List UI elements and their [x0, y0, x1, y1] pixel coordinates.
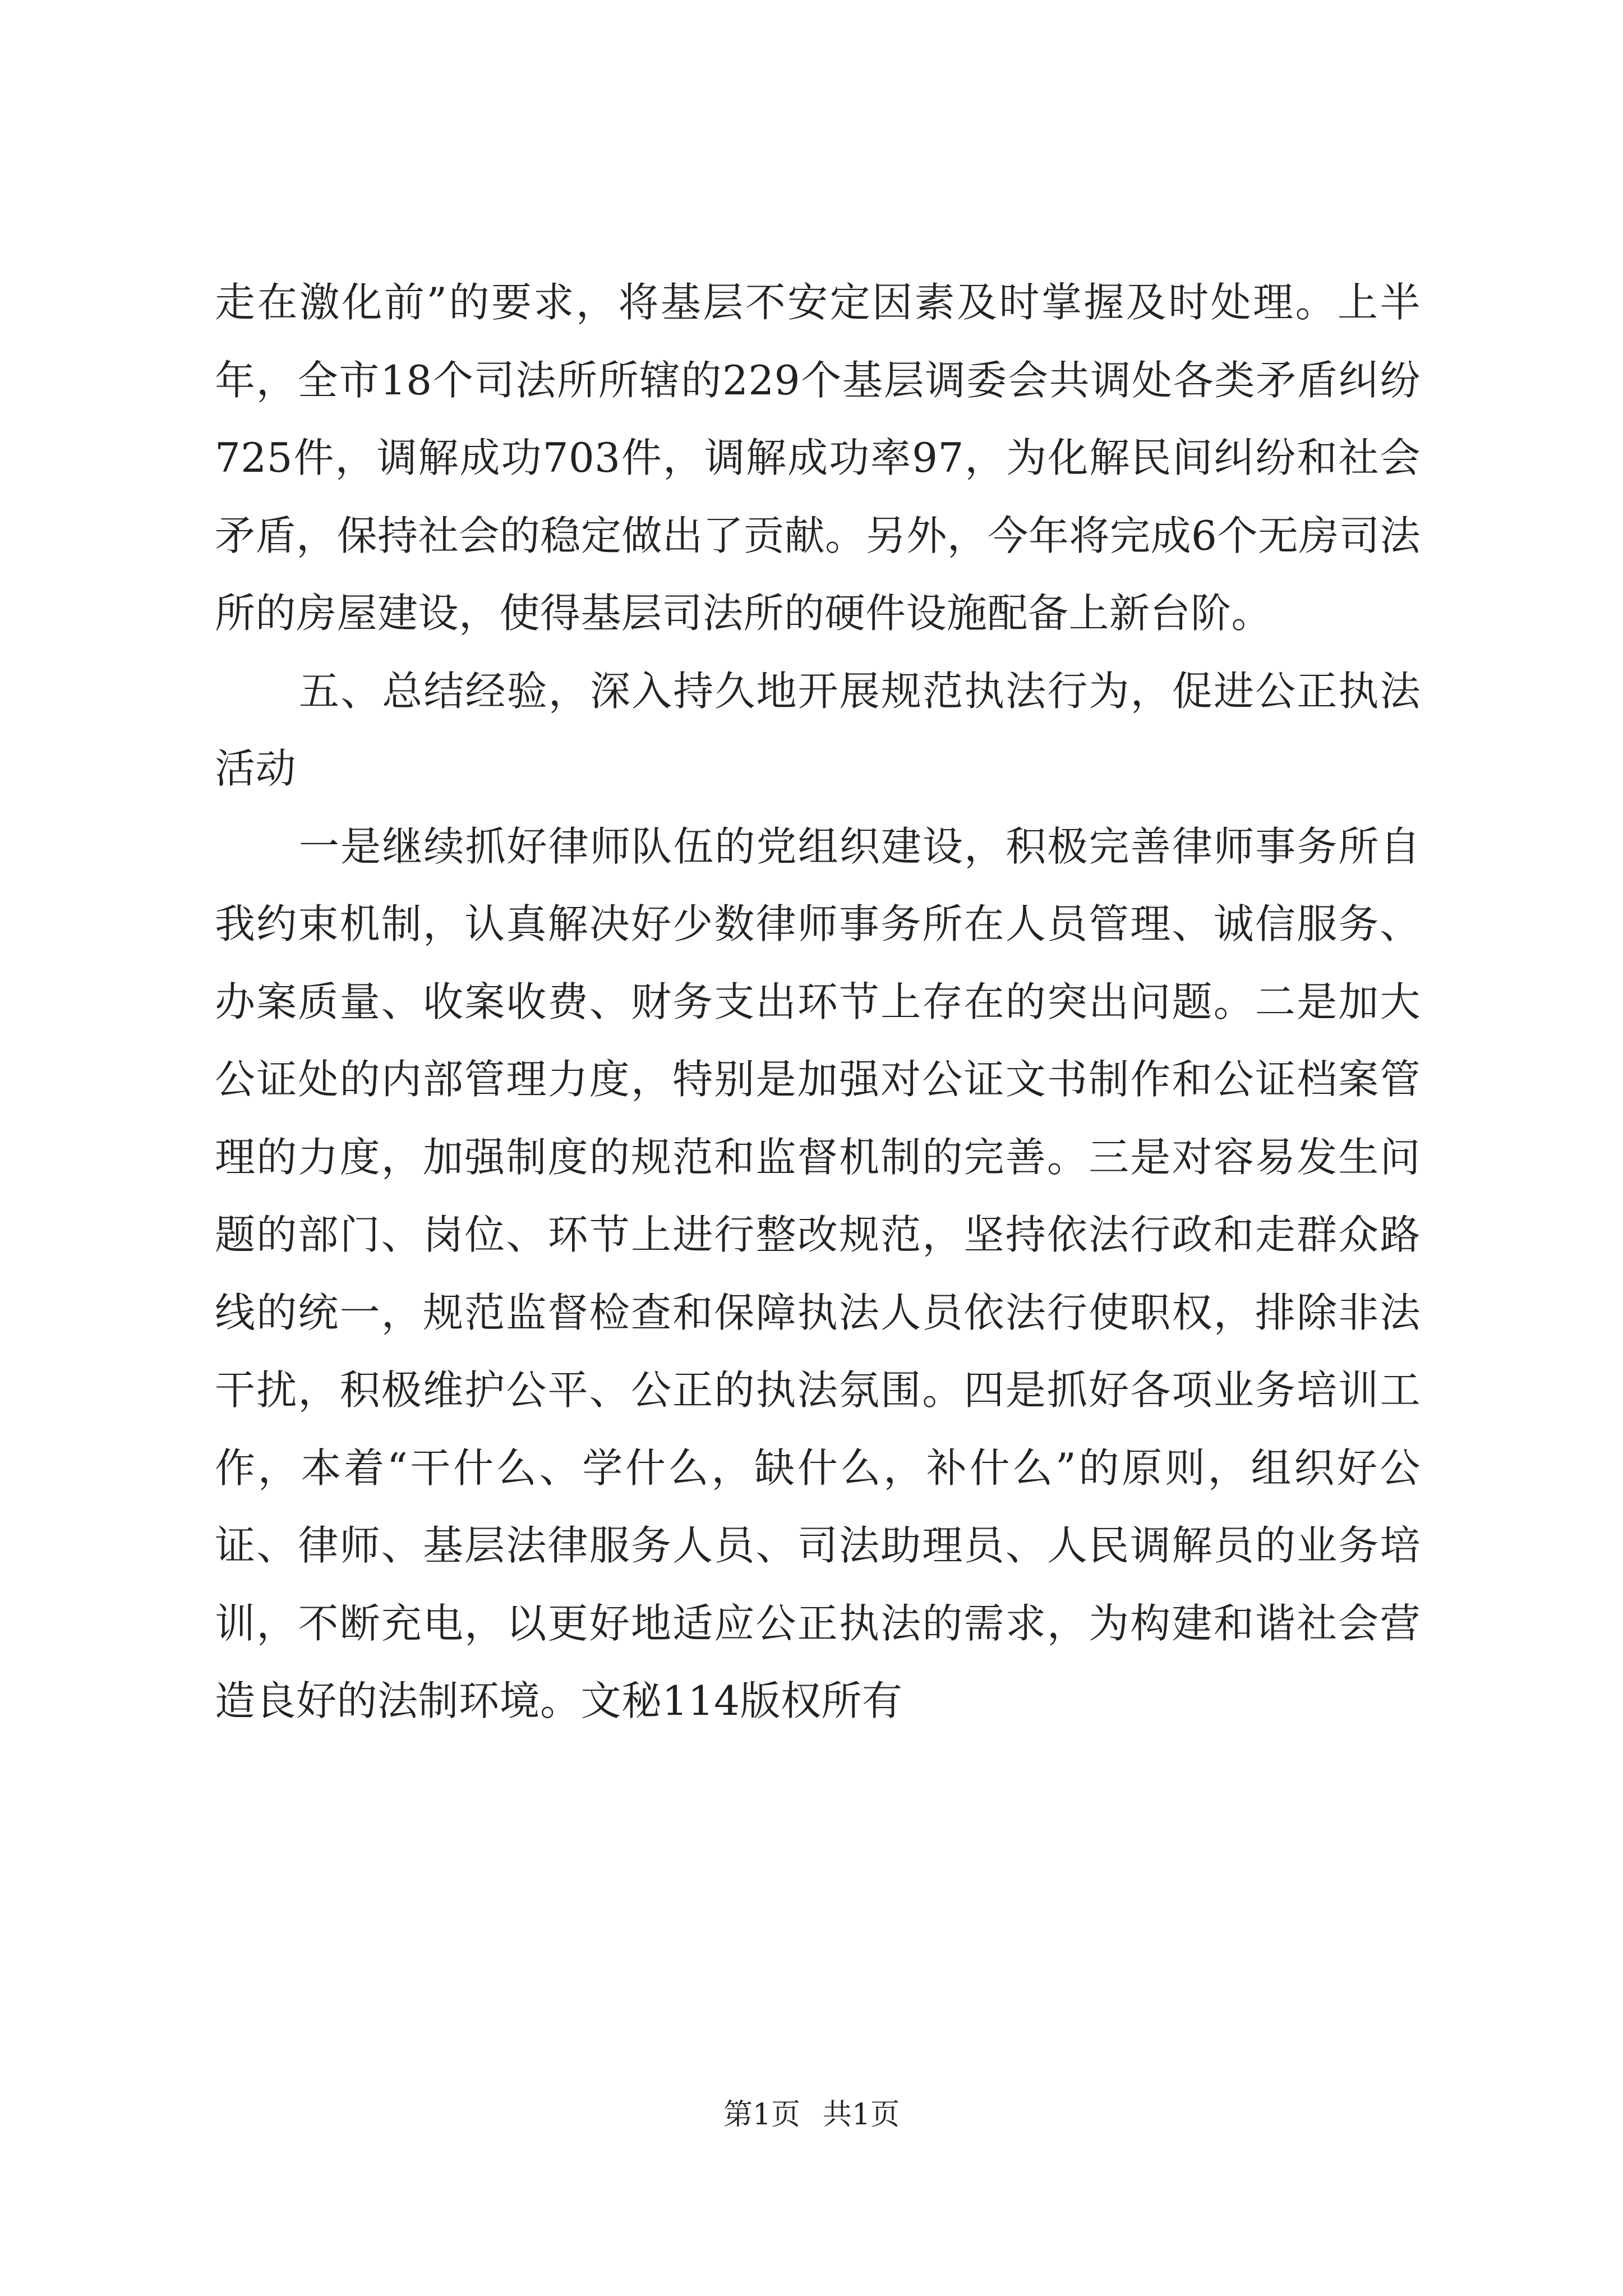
document-body: [215, 264, 1421, 1740]
page-footer: [0, 2095, 1623, 2134]
page-number: 第1页: [723, 2098, 800, 2132]
section-heading-5: 五、总结经验，深入持久地开展规范执法行为，促进公正执法活动: [215, 667, 1421, 792]
paragraph-1: 走在激化前”的要求，将基层不安定因素及时掌握及时处理。上半年，全市18个司法所所辖的229个基层调委会共调处各类矛盾纠纷725件，调解成功703件，调解成功率97，为化解民间纠纷和社会矛盾，保持社会的稳定做出了贡献。另外，今年将完成6个无房司法所的房屋建设，使得基层司法所的硬件设施配备上新台阶。: [215, 279, 1421, 637]
page-total: 共1页: [823, 2098, 900, 2132]
paragraph-3: 一是继续抓好律师队伍的党组织建设，积极完善律师事务所自我约束机制，认真解决好少数律师事务所在人员管理、诚信服务、办案质量、收案收费、财务支出环节上存在的突出问题。二是加大公证处的内部管理力度，特别是加强对公证文书制作和公证档案管理的力度，加强制度的规范和监督机制的完善。三是对容易发生问题的部门、岗位、环节上进行整改规范，坚持依法行政和走群众路线的统一，规范监督检查和保障执法人员依法行使职权，排除非法干扰，积极维护公平、公正的执法氛围。四是抓好各项业务培训工作，本着“干什么、学什么，缺什么，补什么”的原则，组织好公证、律师、基层法律服务人员、司法助理员、人民调解员的业务培训，不断充电，以更好地适应公正执法的需求，为构建和谐社会营造良好的法制环境。文秘114版权所有: [215, 822, 1421, 1724]
